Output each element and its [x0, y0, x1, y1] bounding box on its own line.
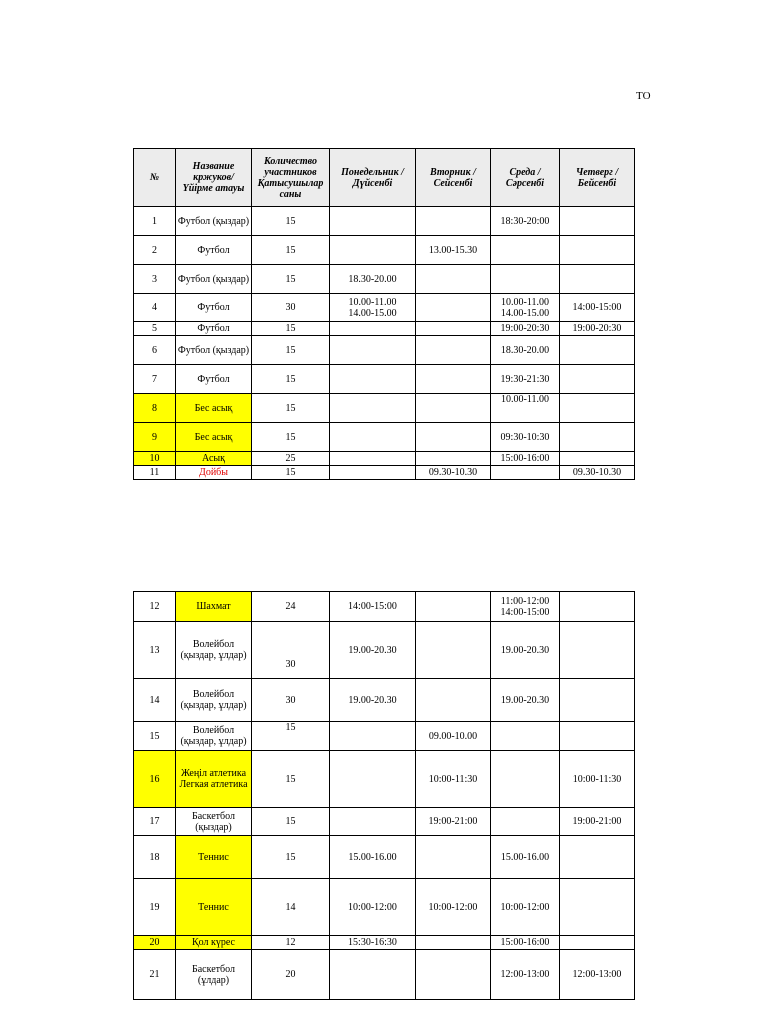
monday-time [330, 423, 416, 452]
thursday-time [560, 722, 635, 751]
participant-count: 30 [252, 622, 330, 679]
participant-count: 12 [252, 936, 330, 950]
club-name: Дойбы [176, 466, 252, 480]
thursday-time [560, 236, 635, 265]
monday-time [330, 322, 416, 336]
tuesday-time [416, 936, 491, 950]
table-row [134, 722, 635, 751]
club-name: Баскетбол (қыздар) [176, 808, 252, 836]
table-row [134, 394, 635, 423]
wednesday-time: 10:00-12:00 [491, 879, 560, 936]
wednesday-time: 10.00-11.00 [491, 394, 560, 423]
tuesday-time [416, 207, 491, 236]
thursday-time: 09.30-10.30 [560, 466, 635, 480]
row-number: 16 [134, 751, 176, 808]
club-name: Футбол [176, 294, 252, 322]
thursday-time [560, 394, 635, 423]
wednesday-time: 15.00-16.00 [491, 836, 560, 879]
wednesday-time: 19:30-21:30 [491, 365, 560, 394]
tuesday-time [416, 836, 491, 879]
club-name: Футбол (қыздар) [176, 207, 252, 236]
monday-time [330, 722, 416, 751]
table-row [134, 936, 635, 950]
participant-count: 15 [252, 423, 330, 452]
row-number: 2 [134, 236, 176, 265]
club-name: Футбол (қыздар) [176, 265, 252, 294]
wednesday-time [491, 751, 560, 808]
wednesday-time [491, 236, 560, 265]
participant-count: 15 [252, 365, 330, 394]
table-row [134, 879, 635, 936]
table-row [134, 592, 635, 622]
table-row [134, 265, 635, 294]
header-mark: ТО [636, 90, 651, 102]
wednesday-time: 10.00-11.00 14.00-15.00 [491, 294, 560, 322]
participant-count: 15 [252, 722, 330, 751]
monday-time: 15:30-16:30 [330, 936, 416, 950]
thursday-time [560, 936, 635, 950]
club-name: Жеңіл атлетика Легкая атлетика [176, 751, 252, 808]
monday-time: 15.00-16.00 [330, 836, 416, 879]
table-row [134, 336, 635, 365]
table-header-row [134, 149, 635, 207]
table-row [134, 322, 635, 336]
participant-count: 15 [252, 751, 330, 808]
tuesday-time [416, 265, 491, 294]
club-name: Волейбол (қыздар, ұлдар) [176, 679, 252, 722]
club-name: Баскетбол (ұлдар) [176, 950, 252, 1000]
wednesday-time [491, 722, 560, 751]
monday-time [330, 365, 416, 394]
row-number: 6 [134, 336, 176, 365]
wednesday-time: 19:00-20:30 [491, 322, 560, 336]
row-number: 7 [134, 365, 176, 394]
club-name: Футбол [176, 236, 252, 265]
row-number: 18 [134, 836, 176, 879]
monday-time [330, 950, 416, 1000]
wednesday-time: 12:00-13:00 [491, 950, 560, 1000]
row-number: 3 [134, 265, 176, 294]
thursday-time [560, 836, 635, 879]
column-header-monday: Понедельник / Дүйсенбі [330, 149, 416, 207]
row-number: 12 [134, 592, 176, 622]
monday-time [330, 452, 416, 466]
tuesday-time: 19:00-21:00 [416, 808, 491, 836]
table-row [134, 423, 635, 452]
table-row [134, 236, 635, 265]
monday-time [330, 466, 416, 480]
club-name: Шахмат [176, 592, 252, 622]
wednesday-time: 18.30-20.00 [491, 336, 560, 365]
row-number: 19 [134, 879, 176, 936]
wednesday-time: 18:30-20:00 [491, 207, 560, 236]
tuesday-time [416, 950, 491, 1000]
club-name: Бес асық [176, 423, 252, 452]
participant-count: 15 [252, 466, 330, 480]
wednesday-time: 11:00-12:00 14:00-15:00 [491, 592, 560, 622]
participant-count: 15 [252, 836, 330, 879]
table-row [134, 950, 635, 1000]
table-row [134, 207, 635, 236]
participant-count: 15 [252, 265, 330, 294]
thursday-time: 14:00-15:00 [560, 294, 635, 322]
wednesday-time: 15:00-16:00 [491, 936, 560, 950]
tuesday-time [416, 452, 491, 466]
thursday-time [560, 879, 635, 936]
monday-time: 10.00-11.00 14.00-15.00 [330, 294, 416, 322]
participant-count: 20 [252, 950, 330, 1000]
table-row [134, 452, 635, 466]
club-name: Футбол [176, 365, 252, 394]
wednesday-time [491, 466, 560, 480]
row-number: 10 [134, 452, 176, 466]
club-name: Асық [176, 452, 252, 466]
tuesday-time: 10:00-12:00 [416, 879, 491, 936]
table-row [134, 808, 635, 836]
participant-count: 30 [252, 679, 330, 722]
participant-count: 25 [252, 452, 330, 466]
participant-count: 15 [252, 236, 330, 265]
row-number: 9 [134, 423, 176, 452]
tuesday-time [416, 679, 491, 722]
tuesday-time [416, 336, 491, 365]
wednesday-time: 19.00-20.30 [491, 622, 560, 679]
participant-count: 15 [252, 808, 330, 836]
row-number: 15 [134, 722, 176, 751]
tuesday-time [416, 622, 491, 679]
club-name: Теннис [176, 836, 252, 879]
wednesday-time [491, 265, 560, 294]
club-name: Футбол (қыздар) [176, 336, 252, 365]
wednesday-time: 19.00-20.30 [491, 679, 560, 722]
monday-time [330, 336, 416, 365]
row-number: 1 [134, 207, 176, 236]
monday-time: 19.00-20.30 [330, 679, 416, 722]
thursday-time: 19:00-20:30 [560, 322, 635, 336]
column-header-wednesday: Среда / Сәрсенбі [491, 149, 560, 207]
club-name: Волейбол (қыздар, ұлдар) [176, 622, 252, 679]
tuesday-time [416, 592, 491, 622]
tuesday-time [416, 394, 491, 423]
schedule-table-part-1 [133, 148, 635, 480]
wednesday-time [491, 808, 560, 836]
tuesday-time [416, 322, 491, 336]
column-header-club-name: Название кржуков/ Үйірме атауы [176, 149, 252, 207]
monday-time: 14:00-15:00 [330, 592, 416, 622]
monday-time [330, 394, 416, 423]
tuesday-time [416, 423, 491, 452]
wednesday-time: 15:00-16:00 [491, 452, 560, 466]
thursday-time: 12:00-13:00 [560, 950, 635, 1000]
thursday-time [560, 423, 635, 452]
table-row [134, 466, 635, 480]
club-name: Волейбол (қыздар, ұлдар) [176, 722, 252, 751]
thursday-time: 10:00-11:30 [560, 751, 635, 808]
tuesday-time: 10:00-11:30 [416, 751, 491, 808]
participant-count: 30 [252, 294, 330, 322]
column-header-participants: Количество участников Қатысушылар саны [252, 149, 330, 207]
wednesday-time: 09:30-10:30 [491, 423, 560, 452]
tuesday-time: 09.00-10.00 [416, 722, 491, 751]
thursday-time [560, 336, 635, 365]
participant-count: 24 [252, 592, 330, 622]
monday-time: 10:00-12:00 [330, 879, 416, 936]
row-number: 11 [134, 466, 176, 480]
row-number: 4 [134, 294, 176, 322]
thursday-time [560, 592, 635, 622]
thursday-time [560, 622, 635, 679]
club-name: Футбол [176, 322, 252, 336]
thursday-time [560, 679, 635, 722]
row-number: 13 [134, 622, 176, 679]
monday-time [330, 808, 416, 836]
table-row [134, 679, 635, 722]
row-number: 14 [134, 679, 176, 722]
table-row [134, 622, 635, 679]
table-row [134, 365, 635, 394]
monday-time: 19.00-20.30 [330, 622, 416, 679]
tuesday-time: 09.30-10.30 [416, 466, 491, 480]
monday-time [330, 236, 416, 265]
column-header-thursday: Четверг / Бейсенбі [560, 149, 635, 207]
monday-time [330, 751, 416, 808]
row-number: 17 [134, 808, 176, 836]
thursday-time [560, 365, 635, 394]
thursday-time [560, 207, 635, 236]
club-name: Теннис [176, 879, 252, 936]
participant-count: 15 [252, 394, 330, 423]
club-name: Қол күрес [176, 936, 252, 950]
tuesday-time [416, 294, 491, 322]
tuesday-time: 13.00-15.30 [416, 236, 491, 265]
row-number: 21 [134, 950, 176, 1000]
schedule-table-part-2 [133, 591, 635, 1000]
thursday-time [560, 452, 635, 466]
row-number: 20 [134, 936, 176, 950]
table-row [134, 294, 635, 322]
monday-time [330, 207, 416, 236]
thursday-time: 19:00-21:00 [560, 808, 635, 836]
column-header-number: № [134, 149, 176, 207]
participant-count: 14 [252, 879, 330, 936]
row-number: 8 [134, 394, 176, 423]
monday-time: 18.30-20.00 [330, 265, 416, 294]
participant-count: 15 [252, 336, 330, 365]
club-name: Бес асық [176, 394, 252, 423]
table-row [134, 751, 635, 808]
column-header-tuesday: Вторник / Сейсенбі [416, 149, 491, 207]
tuesday-time [416, 365, 491, 394]
thursday-time [560, 265, 635, 294]
participant-count: 15 [252, 322, 330, 336]
table-row [134, 836, 635, 879]
participant-count: 15 [252, 207, 330, 236]
row-number: 5 [134, 322, 176, 336]
